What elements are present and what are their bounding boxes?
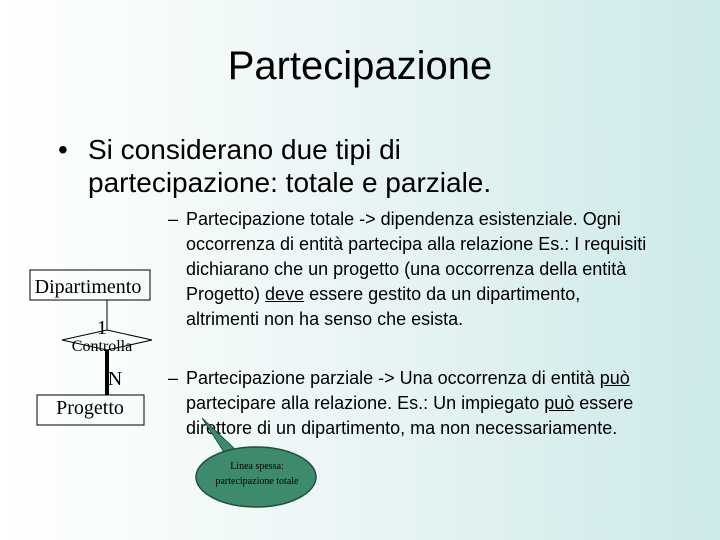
partial-example-post: essere direttore di un dipartimento, ma non necessariamente. <box>186 393 634 438</box>
partial-definition-pre: Partecipazione parziale -> Una occorrenza di entità <box>186 368 600 388</box>
total-definition: Partecipazione totale -> dipendenza esistenziale. Ogni occorrenza di entità partecipa alla relazione <box>186 209 621 254</box>
callout-pointer <box>202 418 238 452</box>
partial-definition-underlined: può <box>599 368 630 388</box>
cardinality-top: 1 <box>97 317 107 339</box>
entity-dipartimento-label: Dipartimento <box>34 276 142 298</box>
relation-controlla-label: Controlla <box>71 338 133 355</box>
dash-partial: – <box>168 368 179 388</box>
total-example-underlined: deve <box>265 284 305 304</box>
callout-text: Linea spessa: partecipazione totale <box>215 461 299 487</box>
total-example-pre: Es.: I requisiti dichiarano che un progetto (una occorrenza della entità Progetto) <box>186 234 647 304</box>
dash-total: – <box>168 209 179 229</box>
slide-title: Partecipazione <box>227 44 493 88</box>
bullet-dot: • <box>58 134 68 165</box>
total-example-post: essere gestito da un dipartimento, altrimenti non ha senso che esista. <box>186 284 581 329</box>
partial-definition-post: partecipare alla relazione. <box>186 393 393 413</box>
partial-example-underlined: può <box>544 393 575 413</box>
cardinality-bottom: N <box>107 368 123 390</box>
bullet-text: Si considerano due tipi di partecipazione: totale e parziale. <box>88 134 492 198</box>
partial-example-pre: Es.: Un impiegato <box>397 393 545 413</box>
entity-progetto-label: Progetto <box>56 397 124 419</box>
